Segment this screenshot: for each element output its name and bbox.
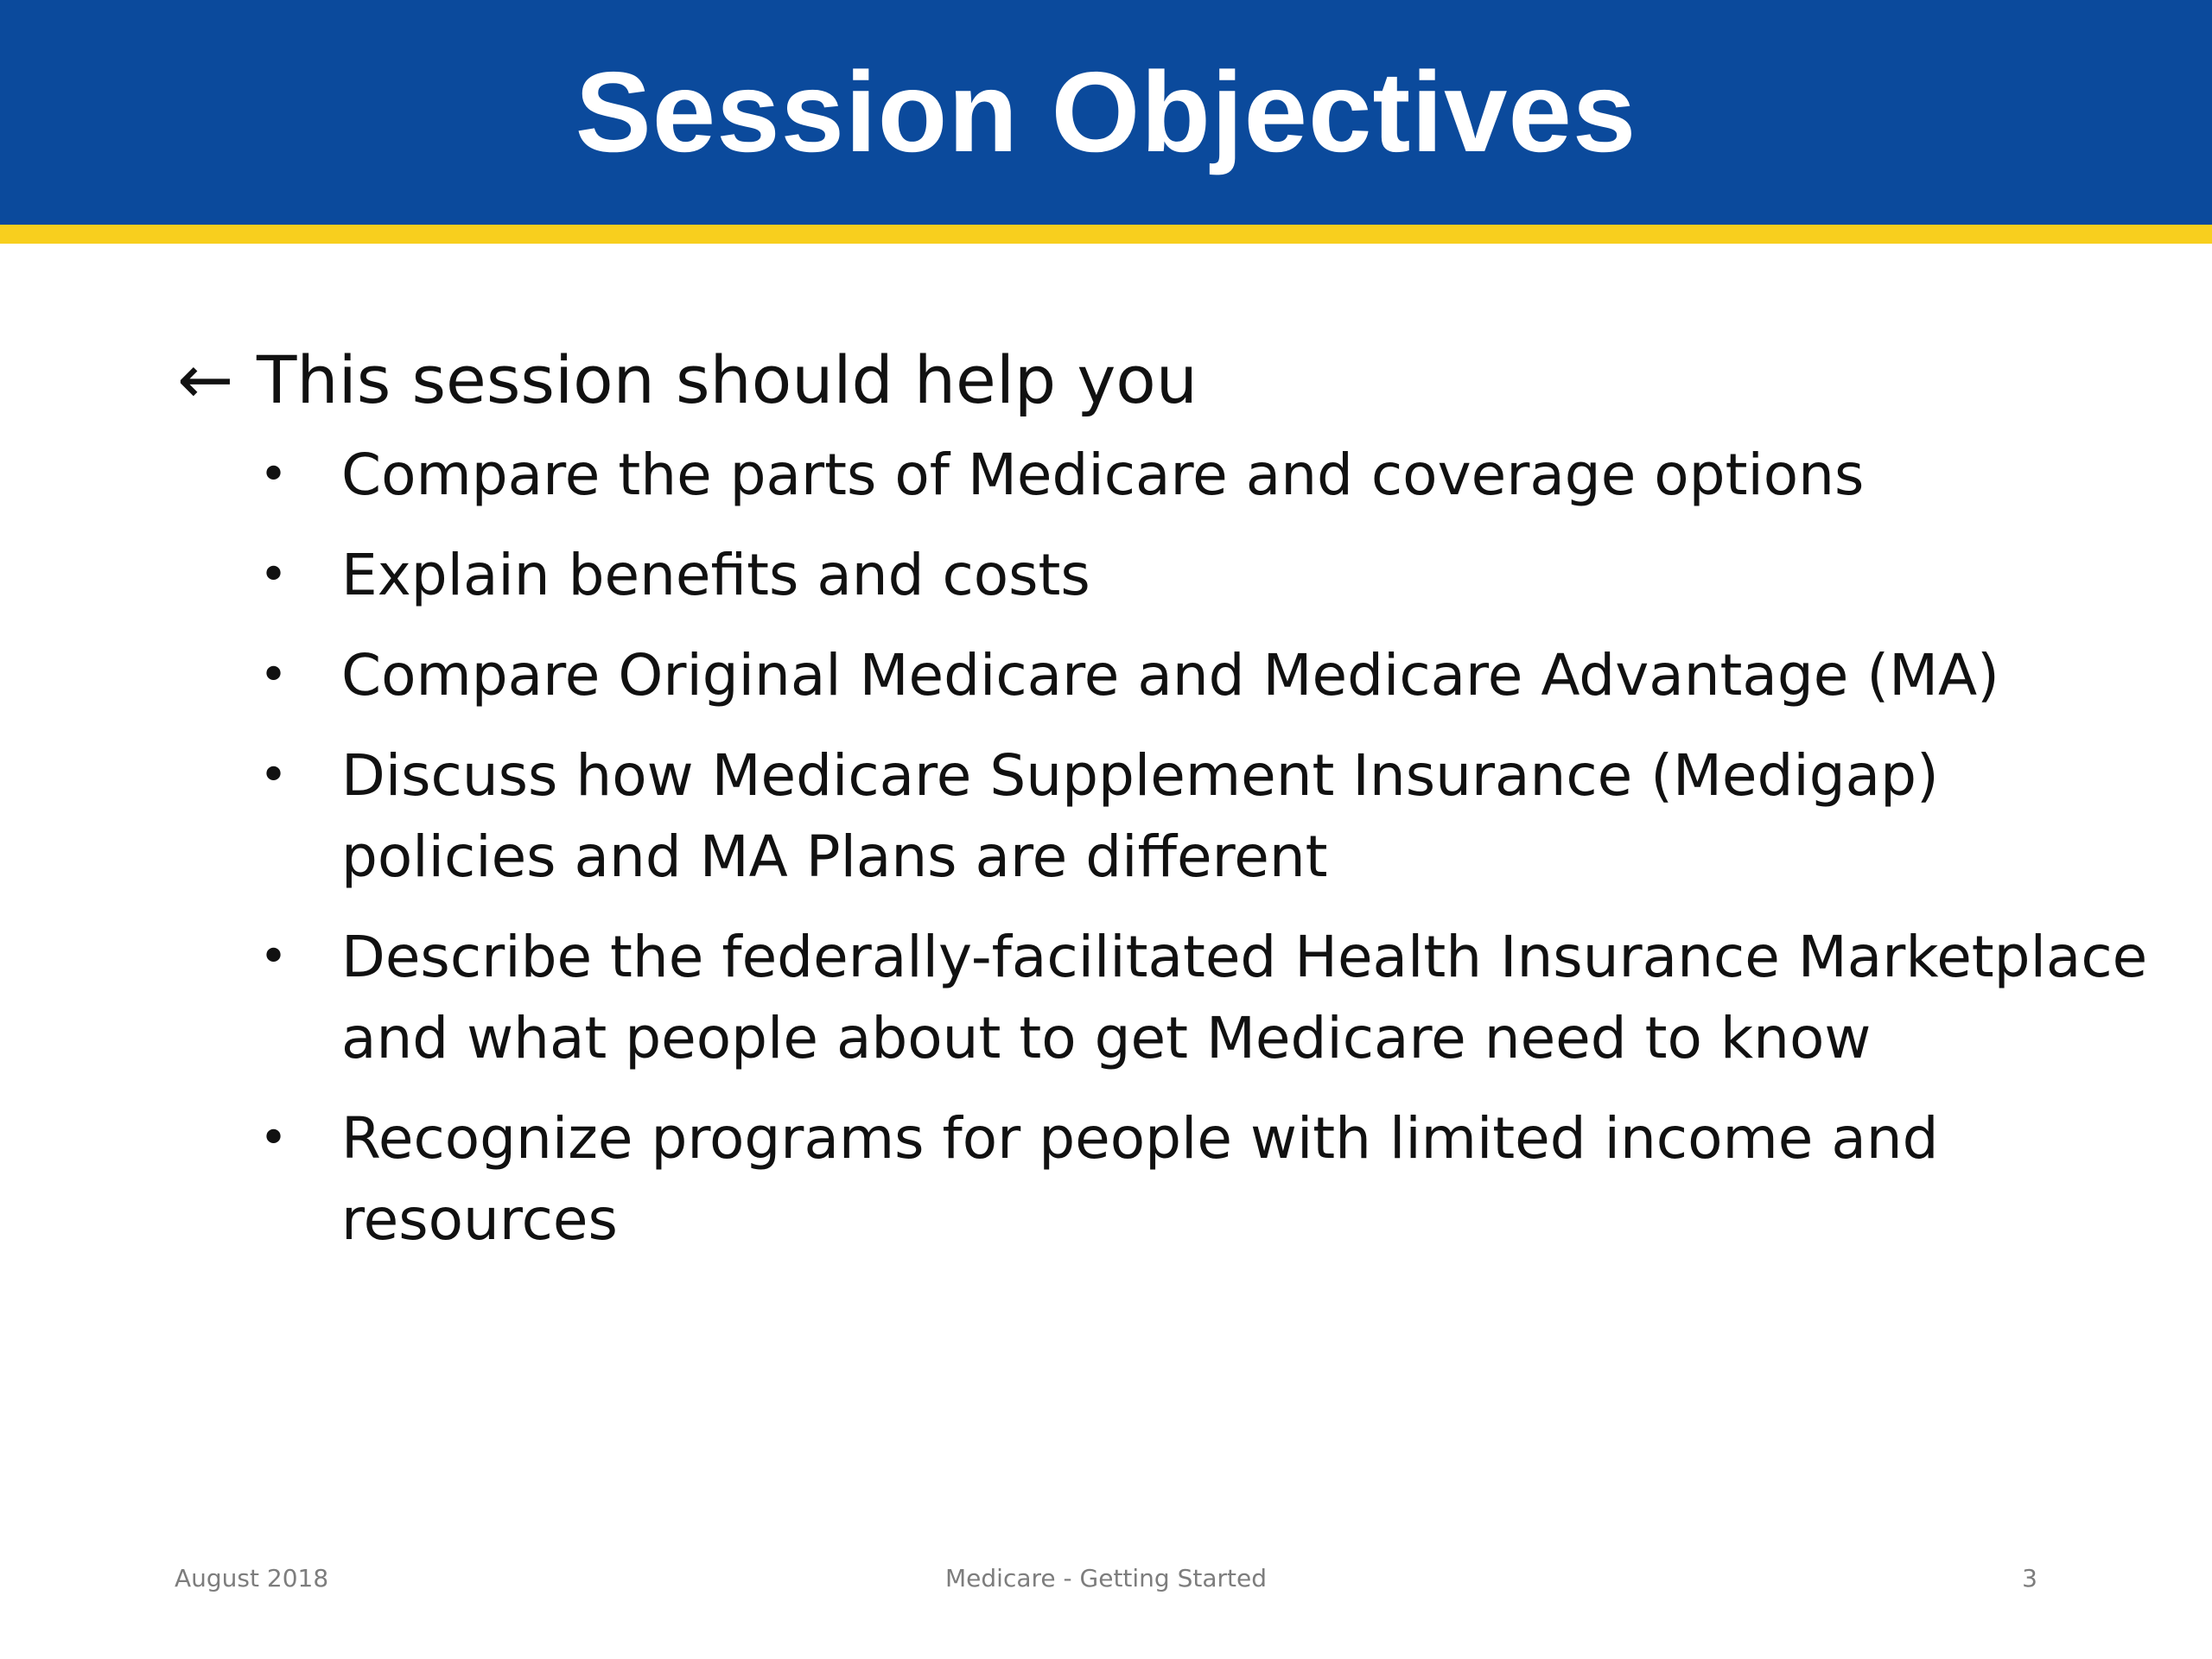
lead-text: This session should help you	[257, 341, 1198, 418]
bullet-icon: •	[259, 647, 289, 703]
left-arrow-icon: ←	[177, 341, 234, 419]
objectives-list	[177, 435, 2148, 1261]
footer-title: Medicare - Getting Started	[945, 1564, 1267, 1592]
objective-item	[177, 535, 2156, 616]
objective-item	[177, 435, 2156, 516]
objective-text: Discuss how Medicare Supplement Insurance (Medigap) policies and MA Plans are different	[341, 742, 1939, 890]
lead-item	[177, 333, 2078, 428]
objective-text: Describe the federally-facilitated Health Insurance Marketplace and what people about to get Medicare need to know	[341, 924, 2148, 1071]
objective-item	[177, 735, 2156, 898]
bullet-icon: •	[259, 447, 289, 503]
bullet-icon: •	[259, 929, 289, 985]
objective-text: Compare the parts of Medicare and coverage options	[341, 442, 1865, 508]
header-accent-rule	[0, 225, 2212, 244]
bullet-icon: •	[259, 547, 289, 603]
objective-text: Recognize programs for people with limited income and resources	[341, 1105, 1939, 1253]
objective-text: Explain benefits and costs	[341, 542, 1090, 608]
footer-date: August 2018	[175, 1564, 329, 1592]
bullet-icon: •	[259, 747, 289, 804]
objective-item	[177, 917, 2156, 1079]
slide-content	[177, 333, 2148, 1280]
page-number: 3	[2022, 1564, 2037, 1592]
slide-title: Session Objectives	[575, 48, 1637, 175]
objective-text: Compare Original Medicare and Medicare Advantage (MA)	[341, 642, 1999, 709]
bullet-icon: •	[259, 1110, 289, 1166]
objective-item	[177, 1098, 2156, 1261]
objective-item	[177, 635, 2156, 716]
